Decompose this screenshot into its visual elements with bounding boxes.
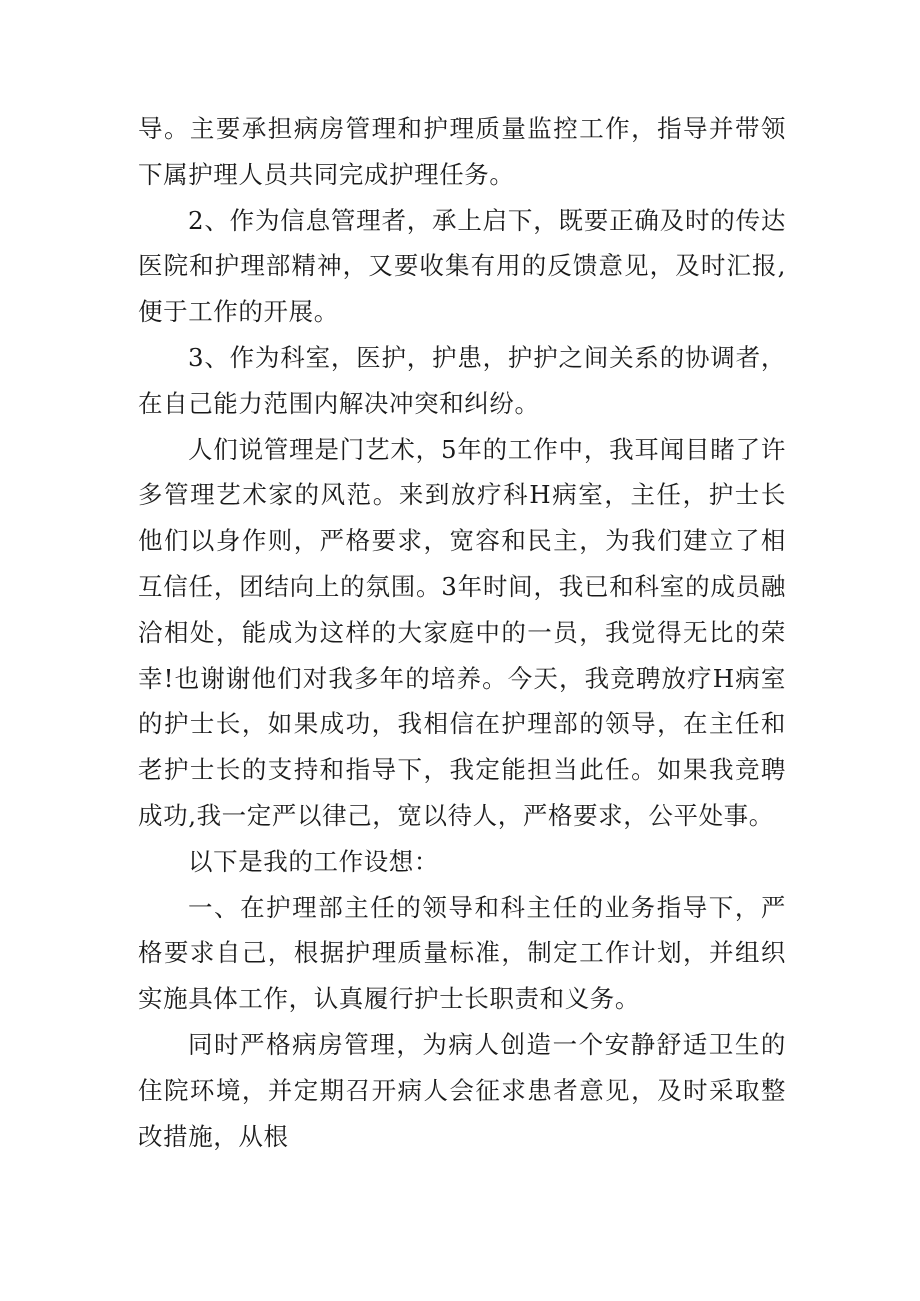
document-page	[138, 106, 786, 1159]
paragraph-6: 一、在护理部主任的领导和科主任的业务指导下，严格要求自己，根据护理质量标准，制定工作计划，并组织实施具体工作，认真履行护士长职责和义务。	[138, 892, 786, 1014]
paragraph-2: 2、作为信息管理者，承上启下，既要正确及时的传达医院和护理部精神，又要收集有用的反馈意见，及时汇报,便于工作的开展。	[138, 205, 786, 327]
paragraph-7: 同时严格病房管理，为病人创造一个安静舒适卫生的住院环境，并定期召开病人会征求患者意见，及时采取整改措施，从根	[138, 1029, 786, 1151]
paragraph-5: 以下是我的工作设想：	[188, 846, 439, 876]
paragraph-3: 3、作为科室，医护，护患，护护之间关系的协调者，在自己能力范围内解决冲突和纠纷。	[138, 342, 786, 418]
paragraph-1: 导。主要承担病房管理和护理质量监控工作，指导并带领下属护理人员共同完成护理任务。	[138, 114, 786, 189]
paragraph-4: 人们说管理是门艺术，5年的工作中，我耳闻目睹了许多管理艺术家的风范。来到放疗科H病室，主任，护士长他们以身作则，严格要求，宽容和民主，为我们建立了相互信任，团结向上的氛围。3年时间，我已和科室的成员融洽相处，能成为这样的大家庭中的一员，我觉得无比的荣幸!也谢谢他们对我多年的培养。今天，我竞聘放疗H病室的护士长，如果成功，我相信在护理部的领导，在主任和老护士长的支持和指导下，我定能担当此任。如果我竞聘成功,我一定严以律己，宽以待人，严格要求，公平处事。	[138, 434, 786, 830]
